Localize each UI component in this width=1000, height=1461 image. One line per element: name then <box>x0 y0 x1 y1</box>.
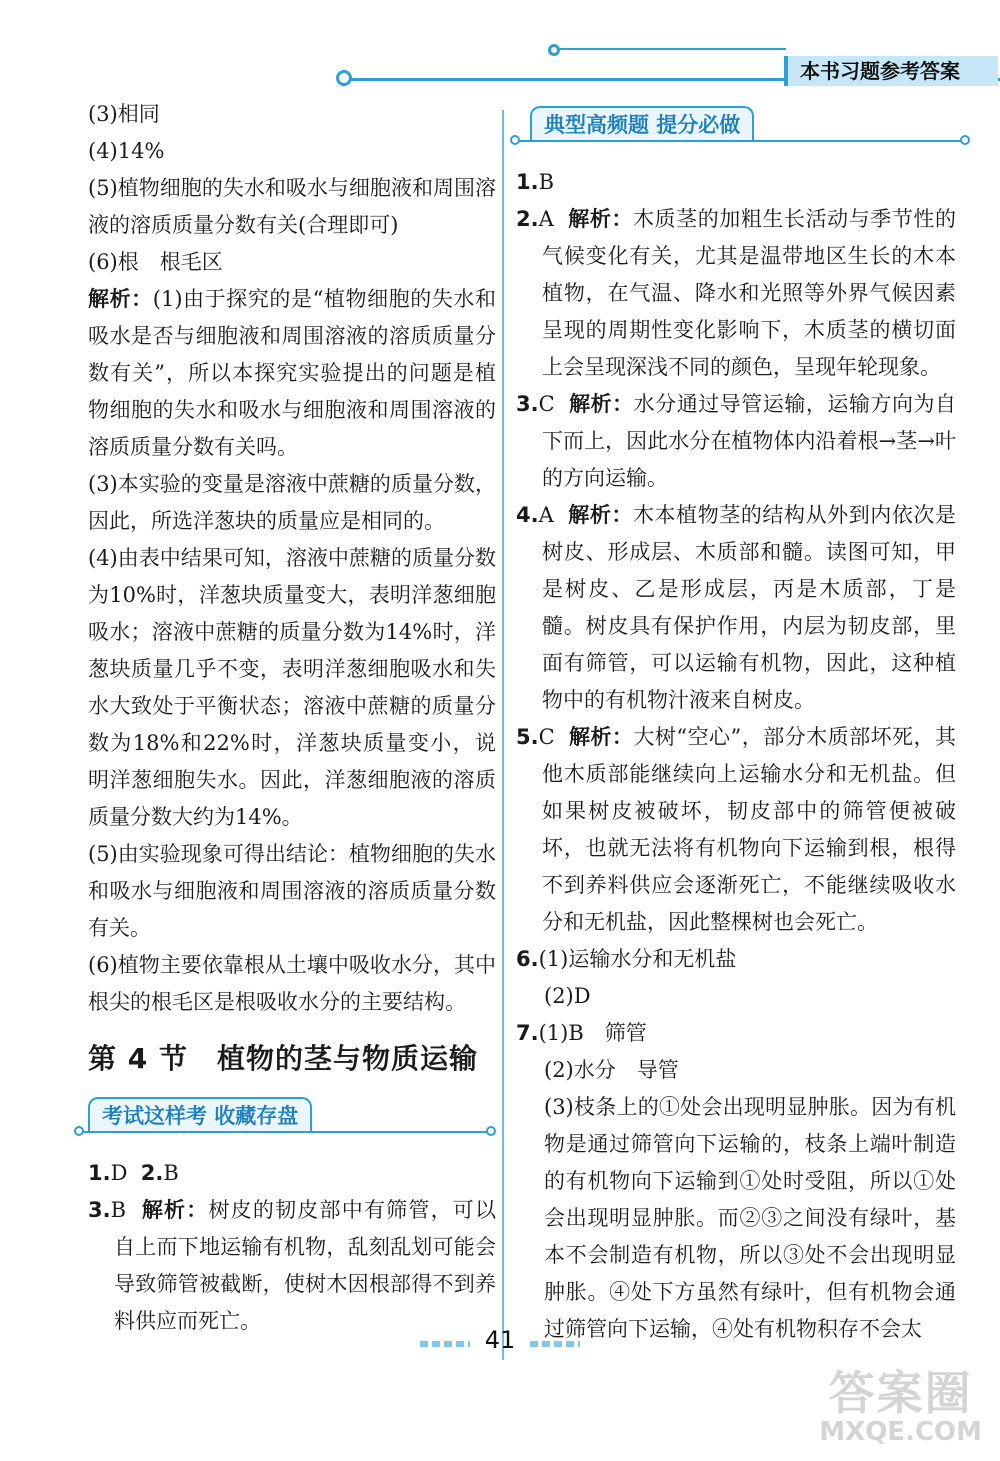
answer-choice: D <box>110 1161 128 1185</box>
analysis-paragraph: (4)由表中结果可知，溶液中蔗糖的质量分数为10%时，洋葱块质量变大，表明洋葱细胞吸水；溶液中蔗糖的质量分数为14%时，洋葱块质量几乎不变，表明洋葱细胞吸水和失水大致处于平衡状态；溶液中蔗糖的质量分数为18%和22%时，洋葱块质量变小，说明洋葱细胞失水。因此，洋葱细胞液的溶质质量分数大约为14%。 <box>88 546 496 829</box>
answer-choice: C <box>538 725 555 749</box>
header-rule-top <box>556 48 786 50</box>
analysis-label: 解析： <box>568 503 633 527</box>
analysis-text: 大树“空心”，部分木质部坏死，其他木质部能继续向上运输水分和无机盐。但如果树皮被破坏，韧皮部中的筛管便被破坏，也就无法将有机物向下运输到根，根得不到养料供应会逐渐死亡，不能继续吸收水分和无机盐，因此整棵树也会死亡。 <box>542 725 957 934</box>
question-number: 6. <box>516 947 539 971</box>
analysis-label: 解析： <box>88 287 153 311</box>
analysis-label: 解析： <box>569 392 634 416</box>
answer-line <box>516 164 956 201</box>
page-number: 41 <box>484 1326 516 1354</box>
section-badge-label: 考试这样考 收藏存盘 <box>88 1097 312 1133</box>
badge-rule <box>80 1131 488 1133</box>
question-number: 2. <box>140 1161 164 1185</box>
footer-ornament <box>420 1341 470 1347</box>
question-number: 3. <box>88 1198 111 1222</box>
answer-item <box>516 201 956 386</box>
answer-choice: B <box>163 1161 179 1185</box>
analysis-text: 树皮的韧皮部中有筛管，可以自上而下地运输有机物，乱刻乱划可能会导致筛管被截断，使树木因根部得不到养料供应而死亡。 <box>114 1198 496 1333</box>
question-number: 4. <box>516 503 539 527</box>
page-footer <box>0 1326 1000 1354</box>
answer-line <box>516 1015 956 1052</box>
analysis-text: 木本植物茎的结构从外到内依次是树皮、形成层、木质部和髓。读图可知，甲是树皮、乙是形成层，丙是木质部，丁是髓。树皮具有保护作用，内层为韧皮部，里面有筛管，可以运输有机物，因此，这种植物中的有机物汁液来自树皮。 <box>542 503 956 712</box>
left-column <box>88 96 496 1340</box>
running-header <box>784 56 998 86</box>
answer-line: (2)水分 导管 <box>544 1058 679 1082</box>
answer-line: (2)D <box>544 984 591 1008</box>
analysis-label: 解析： <box>568 725 634 749</box>
header-dot-top <box>548 44 560 56</box>
answer-line: (5)植物细胞的失水和吸水与细胞液和周围溶液的溶质质量分数有关(合理即可) <box>88 176 496 237</box>
answer-choice: C <box>538 392 555 416</box>
question-number: 3. <box>516 392 539 416</box>
question-number: 1. <box>88 1161 111 1185</box>
badge-dot <box>486 1126 496 1136</box>
question-number: 1. <box>516 170 539 194</box>
watermark-url: MXQE.COM <box>819 1417 982 1447</box>
answer-item <box>88 1192 496 1340</box>
badge-dot <box>960 135 970 145</box>
answer-choice: B <box>538 170 555 194</box>
badge-rule <box>516 140 964 142</box>
answer-line: (6)根 根毛区 <box>88 250 223 274</box>
right-column <box>516 96 956 1348</box>
answer-item <box>516 386 956 497</box>
answer-line <box>516 941 956 978</box>
question-number: 5. <box>516 725 539 749</box>
section-badge <box>516 100 956 156</box>
watermark-logo-text: 答案圈 <box>828 1366 973 1420</box>
section-title: 第 4 节 植物的茎与物质运输 <box>88 1042 478 1075</box>
header-dot <box>336 70 352 86</box>
analysis-paragraph: (6)植物主要依靠根从土壤中吸收水分，其中根尖的根毛区是根吸收水分的主要结构。 <box>88 953 496 1014</box>
watermark <box>819 1357 982 1447</box>
running-header-title: 本书习题参考答案 <box>800 59 960 83</box>
answer-choice: B <box>110 1198 127 1222</box>
answer-line <box>88 1155 496 1192</box>
answer-line: (3)相同 <box>88 102 160 126</box>
question-number: 7. <box>516 1021 539 1045</box>
analysis-label: 解析： <box>141 1198 209 1222</box>
analysis-paragraph: (3)本实验的变量是溶液中蔗糖的质量分数，因此，所选洋葱块的质量应是相同的。 <box>88 472 496 533</box>
answer-text: (1)B 筛管 <box>538 1021 647 1045</box>
answer-item <box>516 719 956 941</box>
analysis-text: 水分通过导管运输，运输方向为自下而上，因此水分在植物体内沿着根→茎→叶的方向运输。 <box>542 392 957 490</box>
question-number: 2. <box>516 207 539 231</box>
analysis-paragraph <box>88 281 496 466</box>
analysis-paragraph: (5)由实验现象可得出结论：植物细胞的失水和吸水与细胞液和周围溶液的溶质质量分数有关。 <box>88 842 496 940</box>
footer-ornament <box>530 1341 580 1347</box>
badge-dot <box>510 135 520 145</box>
analysis-text: (1)由于探究的是“植物细胞的失水和吸水是否与细胞液和周围溶液的溶质质量分数有关”，所以本探究实验提出的问题是植物细胞的失水和吸水与细胞液和周围溶液的溶质质量分数有关吗。 <box>88 287 497 459</box>
section-badge <box>88 1091 496 1147</box>
analysis-text: 木质茎的加粗生长活动与季节性的气候变化有关，尤其是温带地区生长的木本植物，在气温、降水和光照等外界气候因素呈现的周期性变化影响下，木质茎的横切面上会呈现深浅不同的颜色，呈现年轮现象。 <box>542 207 956 379</box>
answer-choice: A <box>538 207 554 231</box>
column-divider <box>502 110 504 1360</box>
analysis-label: 解析： <box>568 207 633 231</box>
answer-text: (1)运输水分和无机盐 <box>538 947 737 971</box>
answer-item <box>516 497 956 719</box>
answer-choice: A <box>538 503 554 527</box>
section-badge-label: 典型高频题 提分必做 <box>530 106 754 142</box>
answer-paragraph: (3)枝条上的①处会出现明显肿胀。因为有机物是通过筛管向下运输的，枝条上端叶制造的有机物向下运输到①处时受阻，所以①处会出现明显肿胀。而②③之间没有绿叶，基本不会制造有机物，所以③处不会出现明显肿胀。④处下方虽然有绿叶，但有机物会通过筛管向下运输，④处有机物积存不会太 <box>544 1095 956 1341</box>
badge-dot <box>74 1126 84 1136</box>
answer-line: (4)14% <box>88 139 165 163</box>
